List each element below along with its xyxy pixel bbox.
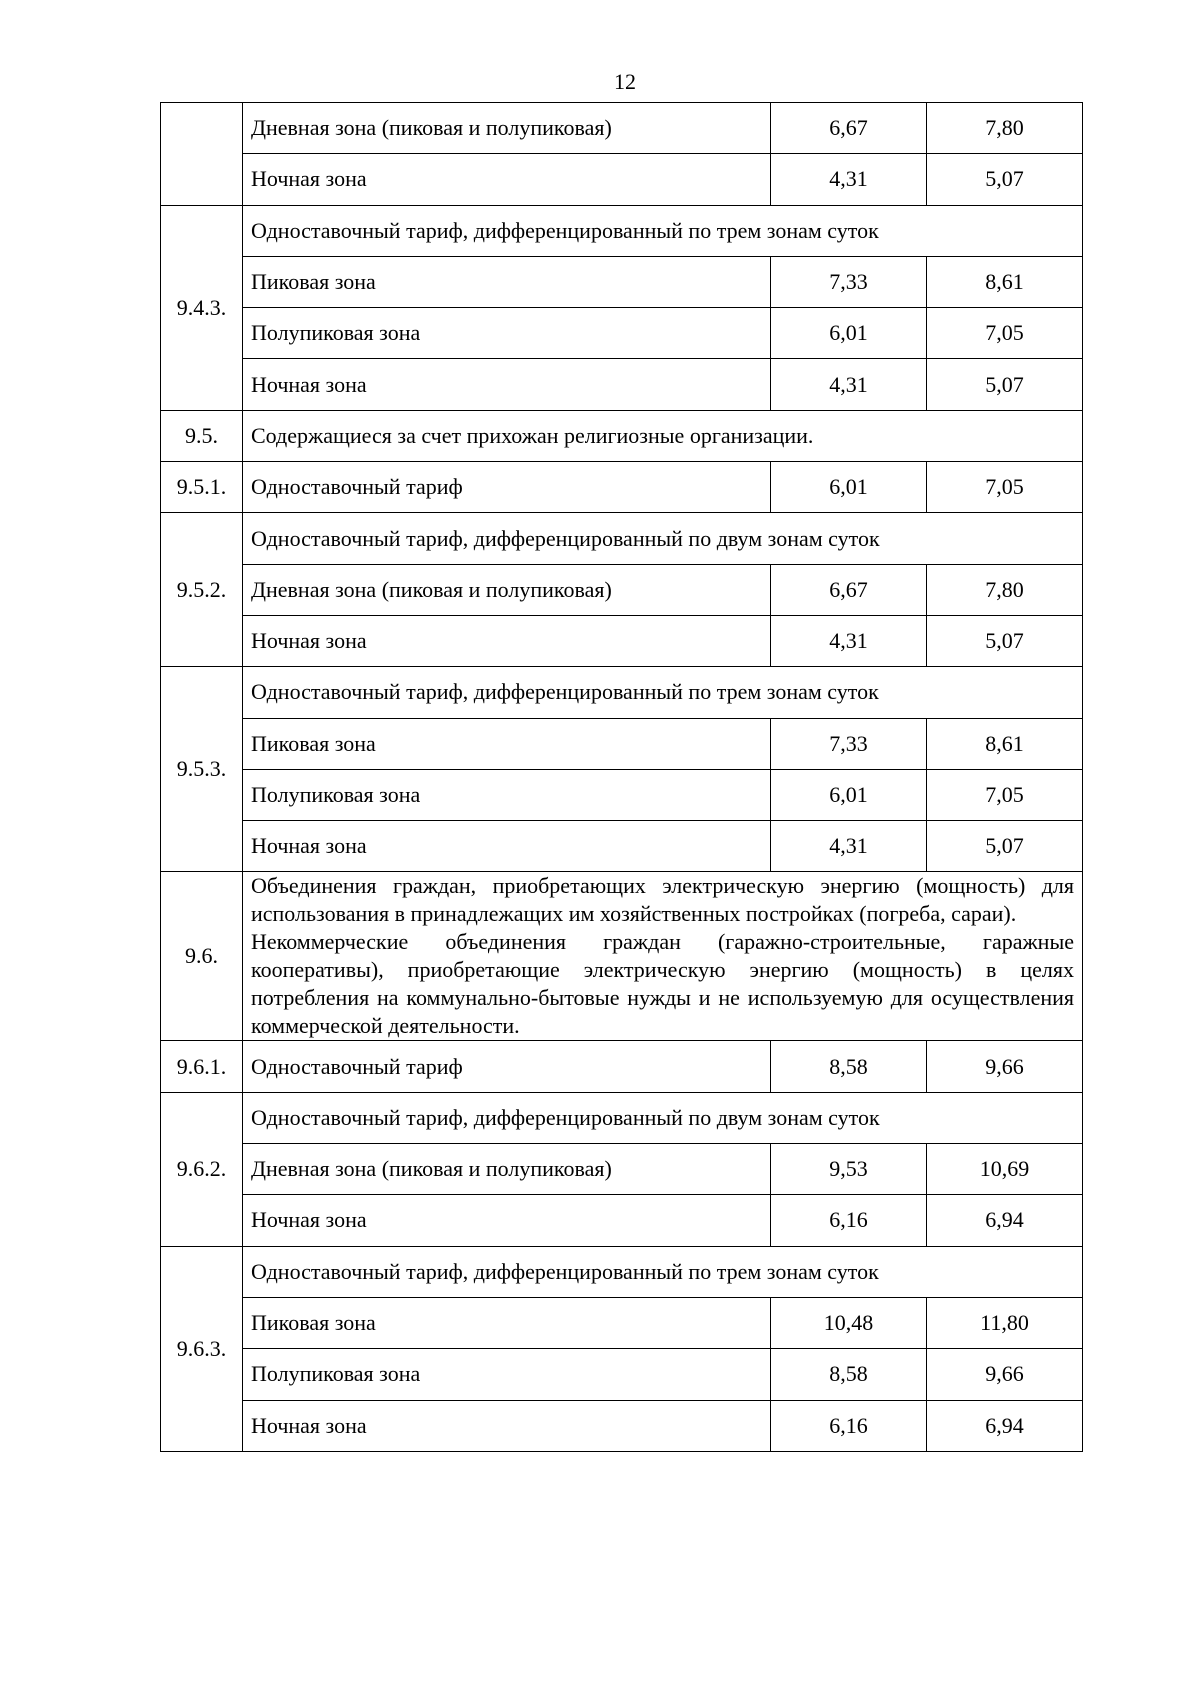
tariff-value-1: 4,31 xyxy=(771,154,927,205)
item-number: 9.5.1. xyxy=(161,462,243,513)
tariff-value-1: 9,53 xyxy=(771,1144,927,1195)
zone-label: Дневная зона (пиковая и полупиковая) xyxy=(243,103,771,154)
tariff-value-1: 10,48 xyxy=(771,1297,927,1348)
table-row xyxy=(161,1092,1083,1143)
item-number-cell xyxy=(161,103,243,206)
item-number: 9.5. xyxy=(161,410,243,461)
table-row xyxy=(161,872,1083,1041)
tariff-value-1: 8,58 xyxy=(771,1349,927,1400)
tariff-table xyxy=(160,102,1083,1452)
tariff-value-2: 6,94 xyxy=(927,1400,1083,1451)
tariff-value-2: 9,66 xyxy=(927,1349,1083,1400)
zone-label: Полупиковая зона xyxy=(243,769,771,820)
category-paragraph: Объединения граждан, приобретающих электрическую энергию (мощность) для использования в принадлежащих им хозяйственных постройках (погреба, сараи). xyxy=(251,873,1074,927)
table-row xyxy=(161,1195,1083,1246)
table-row xyxy=(161,1246,1083,1297)
table-row xyxy=(161,667,1083,718)
item-number: 9.6. xyxy=(161,872,243,1041)
tariff-value-2: 8,61 xyxy=(927,718,1083,769)
tariff-label: Одноставочный тариф xyxy=(243,1041,771,1092)
tariff-value-2: 11,80 xyxy=(927,1297,1083,1348)
zone-label: Пиковая зона xyxy=(243,256,771,307)
table-row xyxy=(161,718,1083,769)
tariff-value-2: 5,07 xyxy=(927,359,1083,410)
tariff-value-1: 6,01 xyxy=(771,462,927,513)
table-row xyxy=(161,513,1083,564)
zone-label: Дневная зона (пиковая и полупиковая) xyxy=(243,1144,771,1195)
category-paragraph: Некоммерческие объединения граждан (гаражно-строительные, гаражные кооперативы), приобретающие электрическую энергию (мощность) в целях потребления на коммунально-бытовые нужды и не используемую для осуществления коммерческой деятельности. xyxy=(251,929,1074,1039)
zone-label: Ночная зона xyxy=(243,1400,771,1451)
table-row xyxy=(161,1297,1083,1348)
table-row xyxy=(161,564,1083,615)
table-row xyxy=(161,462,1083,513)
tariff-value-2: 7,80 xyxy=(927,564,1083,615)
table-row xyxy=(161,205,1083,256)
tariff-value-1: 6,16 xyxy=(771,1400,927,1451)
zone-label: Полупиковая зона xyxy=(243,1349,771,1400)
tariff-value-1: 4,31 xyxy=(771,359,927,410)
table-row xyxy=(161,769,1083,820)
tariff-label: Одноставочный тариф xyxy=(243,462,771,513)
tariff-value-2: 8,61 xyxy=(927,256,1083,307)
zone-label: Ночная зона xyxy=(243,154,771,205)
tariff-value-2: 10,69 xyxy=(927,1144,1083,1195)
tariff-value-1: 4,31 xyxy=(771,615,927,666)
table-row xyxy=(161,256,1083,307)
tariff-value-1: 6,01 xyxy=(771,769,927,820)
zone-label: Полупиковая зона xyxy=(243,308,771,359)
tariff-value-1: 7,33 xyxy=(771,718,927,769)
tariff-value-2: 5,07 xyxy=(927,821,1083,872)
table-row xyxy=(161,1144,1083,1195)
item-number: 9.6.2. xyxy=(161,1092,243,1246)
tariff-value-2: 7,05 xyxy=(927,462,1083,513)
table-row xyxy=(161,359,1083,410)
section-title: Одноставочный тариф, дифференцированный по трем зонам суток xyxy=(243,667,1083,718)
zone-label: Ночная зона xyxy=(243,615,771,666)
zone-label: Пиковая зона xyxy=(243,1297,771,1348)
item-number: 9.5.3. xyxy=(161,667,243,872)
tariff-value-1: 6,01 xyxy=(771,308,927,359)
zone-label: Ночная зона xyxy=(243,1195,771,1246)
table-row xyxy=(161,308,1083,359)
table-row xyxy=(161,1041,1083,1092)
zone-label: Ночная зона xyxy=(243,359,771,410)
table-row xyxy=(161,103,1083,154)
zone-label: Ночная зона xyxy=(243,821,771,872)
item-number: 9.6.3. xyxy=(161,1246,243,1451)
tariff-value-1: 6,67 xyxy=(771,103,927,154)
tariff-value-2: 5,07 xyxy=(927,154,1083,205)
category-description xyxy=(243,872,1083,1041)
tariff-value-1: 7,33 xyxy=(771,256,927,307)
tariff-value-2: 7,80 xyxy=(927,103,1083,154)
tariff-value-1: 6,67 xyxy=(771,564,927,615)
page-number: 12 xyxy=(614,69,636,94)
item-number: 9.4.3. xyxy=(161,205,243,410)
section-title: Одноставочный тариф, дифференцированный по двум зонам суток xyxy=(243,1092,1083,1143)
item-number: 9.6.1. xyxy=(161,1041,243,1092)
section-title: Одноставочный тариф, дифференцированный по двум зонам суток xyxy=(243,513,1083,564)
tariff-value-2: 5,07 xyxy=(927,615,1083,666)
zone-label: Пиковая зона xyxy=(243,718,771,769)
category-title: Содержащиеся за счет прихожан религиозные организации. xyxy=(243,410,1083,461)
tariff-value-2: 9,66 xyxy=(927,1041,1083,1092)
tariff-value-2: 6,94 xyxy=(927,1195,1083,1246)
tariff-value-1: 4,31 xyxy=(771,821,927,872)
tariff-value-1: 6,16 xyxy=(771,1195,927,1246)
table-row xyxy=(161,615,1083,666)
tariff-value-2: 7,05 xyxy=(927,769,1083,820)
section-title: Одноставочный тариф, дифференцированный по трем зонам суток xyxy=(243,205,1083,256)
table-row xyxy=(161,154,1083,205)
table-row xyxy=(161,1349,1083,1400)
table-row xyxy=(161,410,1083,461)
zone-label: Дневная зона (пиковая и полупиковая) xyxy=(243,564,771,615)
table-row xyxy=(161,1400,1083,1451)
table-row xyxy=(161,821,1083,872)
section-title: Одноставочный тариф, дифференцированный по трем зонам суток xyxy=(243,1246,1083,1297)
item-number: 9.5.2. xyxy=(161,513,243,667)
tariff-value-2: 7,05 xyxy=(927,308,1083,359)
tariff-value-1: 8,58 xyxy=(771,1041,927,1092)
